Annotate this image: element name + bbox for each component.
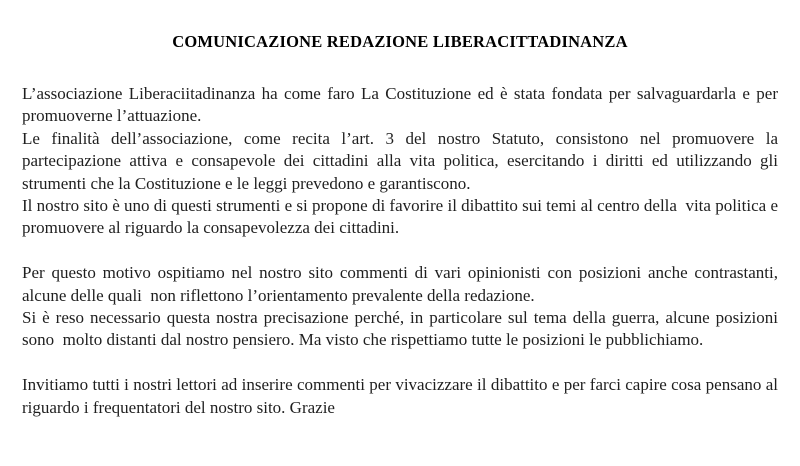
paragraph-association-mission: L’associazione Liberaciitadinanza ha come faro La Costituzione ed è stata fondata per salvaguardarla e per promuoverne l’attuazione.: [22, 84, 783, 126]
paragraph-site-purpose: Il nostro sito è uno di questi strumenti e si propone di favorire il dibattito sui temi al centro della vita politica e promuovere al riguardo la consapevolezza dei cittadini.: [22, 196, 783, 238]
paragraph-clarification-war: Si è reso necessario questa nostra precisazione perché, in particolare sul tema della guerra, alcune posizioni sono molto distanti dal nostro pensiero. Ma visto che rispettiamo tutte le posizioni le pubblichiamo.: [22, 308, 783, 350]
paragraph-statute-goals: Le finalità dell’associazione, come recita l’art. 3 del nostro Statuto, consistono nel promuovere la partecipazione attiva e consapevole dei cittadini alla vita politica, esercitando i diritti ed utilizzando gli strumenti che la Costituzione e le leggi prevedono e garantiscono.: [22, 128, 783, 193]
document-body: [22, 83, 783, 419]
paragraph-invitation-comments: Invitiamo tutti i nostri lettori ad inserire commenti per vivacizzare il dibattito e per farci capire cosa pensano al riguardo i frequentatori del nostro sito. Grazie: [22, 375, 783, 417]
document-title: COMUNICAZIONE REDAZIONE LIBERACITTADINANZA: [172, 32, 628, 51]
paragraph-opinions-hosted: Per questo motivo ospitiamo nel nostro sito commenti di vari opinionisti con posizioni anche contrastanti, alcune delle quali non riflettono l’orientamento prevalente della redazione.: [22, 263, 783, 305]
